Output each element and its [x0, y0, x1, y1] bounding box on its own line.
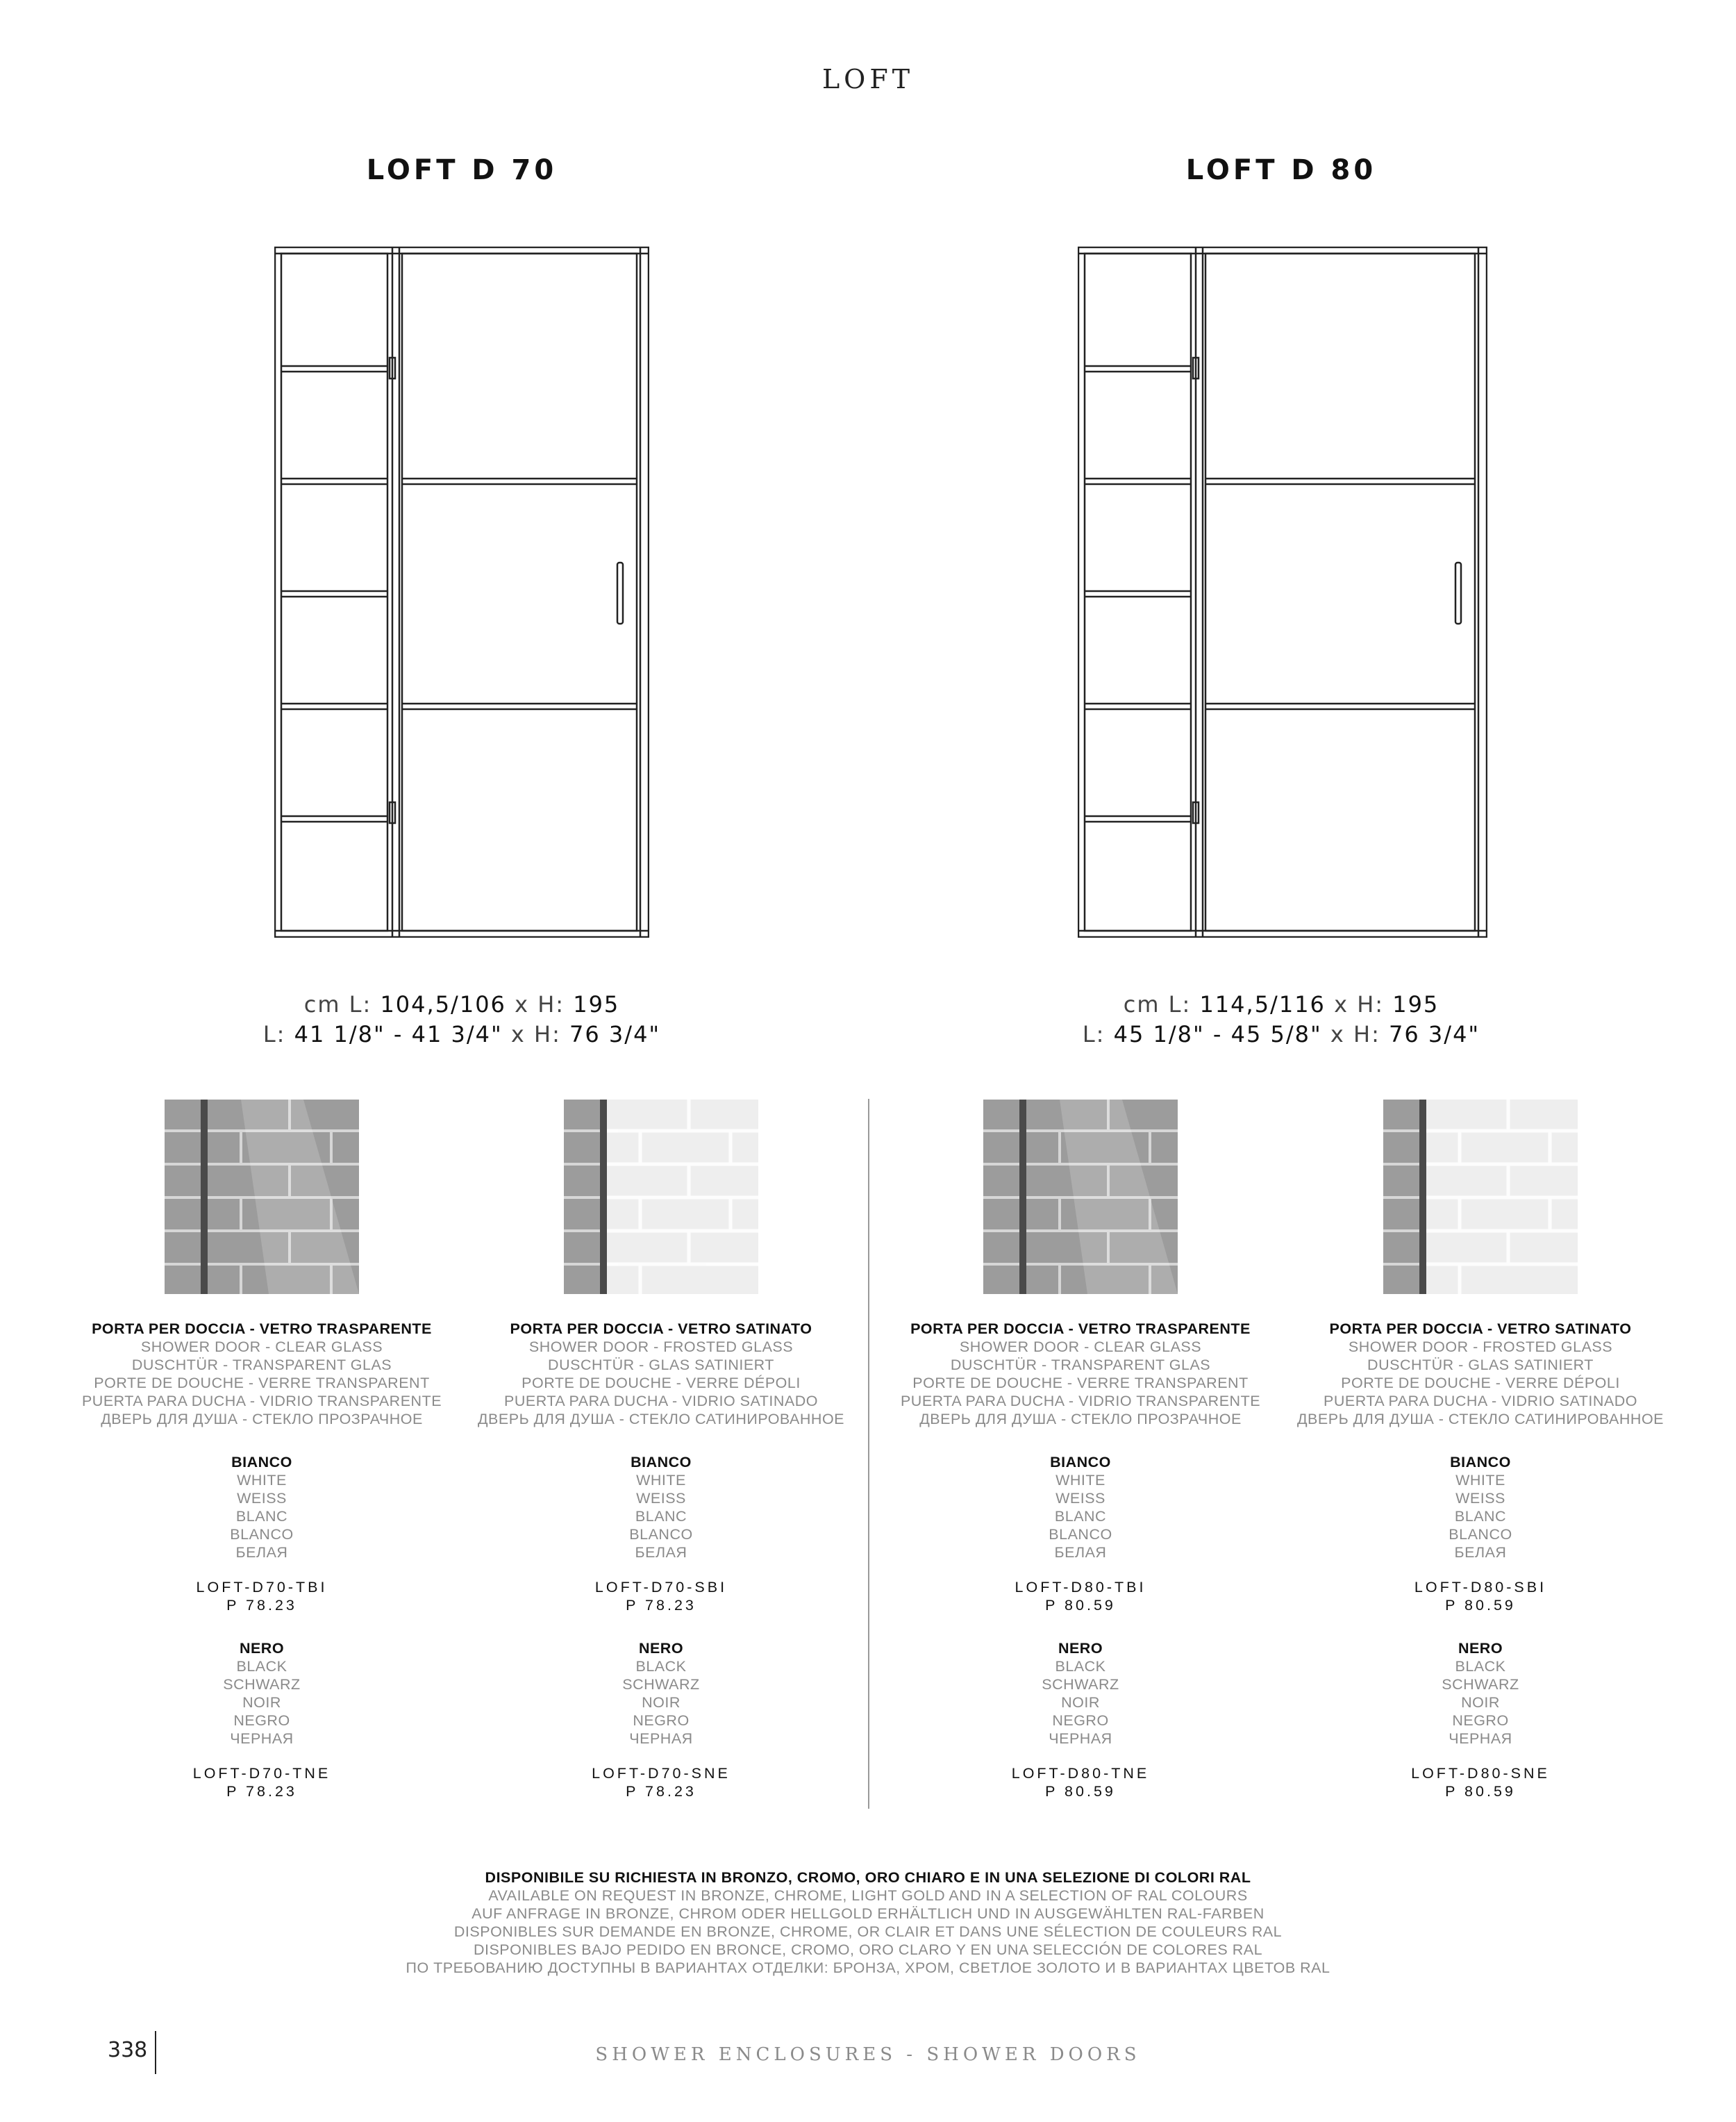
product-price: P 80.59 [1445, 1597, 1516, 1614]
variant-column-d80-clear [879, 1320, 1282, 1800]
product-code: LOFT-D80-SBI [1414, 1579, 1547, 1595]
finish-translation: BLANCO [1049, 1526, 1112, 1543]
white-finish-group [879, 1453, 1282, 1614]
white-finish-group [1279, 1453, 1682, 1614]
finish-translation: BLANCO [629, 1526, 693, 1543]
availability-note-line: DISPONIBLES BAJO PEDIDO EN BRONCE, CROMO, ORO CLARO Y EN UNA SELECCIÓN DE COLORES RAL [473, 1941, 1263, 1958]
glass-translation: PORTE DE DOUCHE - VERRE DÉPOLI [521, 1375, 801, 1391]
finish-translation: WEISS [237, 1490, 287, 1507]
finish-translation: NOIR [242, 1694, 281, 1711]
finish-translation: ЧЕРНАЯ [1049, 1730, 1112, 1747]
white-finish-group [460, 1453, 862, 1614]
finish-translation: NOIR [642, 1694, 681, 1711]
product-price: P 78.23 [226, 1597, 297, 1614]
finish-title: NERO [1058, 1640, 1103, 1657]
finish-translation: NEGRO [1452, 1712, 1509, 1729]
glass-title: PORTA PER DOCCIA - VETRO SATINATO [1329, 1320, 1632, 1337]
dimensions-d80: cm L: 114,5/116 x H: 195 L: 45 1/8" - 45 5/8" x H: 76 3/4" [1082, 991, 1480, 1047]
black-finish-group [1279, 1639, 1682, 1800]
black-finish-group [60, 1639, 463, 1800]
column-divider [868, 1099, 869, 1809]
product-price: P 78.23 [626, 1597, 696, 1614]
glass-translation: SHOWER DOOR - FROSTED GLASS [1348, 1338, 1613, 1355]
product-code: LOFT-D70-SNE [592, 1765, 731, 1782]
door-panel-frame [402, 254, 637, 931]
finish-title: BIANCO [1450, 1454, 1511, 1470]
finish-translation: NEGRO [233, 1712, 290, 1729]
finish-translation: ЧЕРНАЯ [1449, 1730, 1512, 1747]
page-header-title: LOFT [821, 64, 915, 94]
swatch-frosted-glass-d70 [564, 1100, 758, 1294]
technical-drawing-d70 [274, 247, 649, 938]
finish-translation: WEISS [636, 1490, 686, 1507]
glass-translation: DUSCHTÜR - GLAS SATINIERT [1367, 1357, 1594, 1373]
model-title-d70: LOFT D 70 [366, 154, 558, 186]
availability-note-line: AUF ANFRAGE IN BRONZE, CHROM ODER HELLGOLD ERHÄLTLICH UND IN AUSGEWÄHLTEN RAL-FARBEN [471, 1905, 1265, 1922]
glass-translation: DUSCHTÜR - TRANSPARENT GLAS [950, 1357, 1211, 1373]
fixed-panel-frame [281, 254, 387, 931]
door-handle [617, 563, 623, 624]
finish-translation: BLANCO [1449, 1526, 1512, 1543]
glass-translation: ДВЕРЬ ДЛЯ ДУША - СТЕКЛО ПРОЗРАЧНОЕ [101, 1411, 423, 1427]
finish-translation: NOIR [1061, 1694, 1100, 1711]
glass-translation: PUERTA PARA DUCHA - VIDRIO TRANSPARENTE [900, 1393, 1261, 1409]
finish-translation: SCHWARZ [1442, 1676, 1519, 1693]
glass-translation: DUSCHTÜR - TRANSPARENT GLAS [131, 1357, 392, 1373]
footer-section-title: SHOWER ENCLOSURES - SHOWER DOORS [595, 2044, 1141, 2065]
finish-translation: WEISS [1055, 1490, 1105, 1507]
glass-translation: PUERTA PARA DUCHA - VIDRIO TRANSPARENTE [81, 1393, 442, 1409]
variant-column-d70-frosted [460, 1320, 862, 1800]
glass-title: PORTA PER DOCCIA - VETRO SATINATO [510, 1320, 812, 1337]
black-finish-group [879, 1639, 1282, 1800]
glass-title: PORTA PER DOCCIA - VETRO TRASPARENTE [910, 1320, 1251, 1337]
finish-translation: WEISS [1455, 1490, 1505, 1507]
finish-title: NERO [1458, 1640, 1503, 1657]
finish-translation: BLANCO [230, 1526, 294, 1543]
swatch-clear-glass-d80 [983, 1100, 1178, 1294]
finish-translation: BLACK [1055, 1658, 1106, 1675]
finish-translation: BLACK [236, 1658, 287, 1675]
glass-translation: ДВЕРЬ ДЛЯ ДУША - СТЕКЛО САТИНИРОВАННОЕ [1296, 1411, 1664, 1427]
availability-note-line: DISPONIBLES SUR DEMANDE EN BRONZE, CHROME, OR CLAIR ET DANS UNE SÉLECTION DE COULEURS RAL [453, 1923, 1283, 1940]
door-handle [1455, 563, 1461, 624]
availability-note-line: AVAILABLE ON REQUEST IN BRONZE, CHROME, LIGHT GOLD AND IN A SELECTION OF RAL COLOURS [488, 1887, 1248, 1904]
finish-translation: SCHWARZ [223, 1676, 301, 1693]
finish-translation: SCHWARZ [1042, 1676, 1119, 1693]
white-finish-group [60, 1453, 463, 1614]
finish-translation: SCHWARZ [622, 1676, 700, 1693]
swatch-clear-glass-d70 [165, 1100, 359, 1294]
glass-translation: SHOWER DOOR - FROSTED GLASS [528, 1338, 794, 1355]
product-price: P 78.23 [226, 1783, 297, 1800]
variant-column-d80-frosted [1279, 1320, 1682, 1800]
finish-title: NERO [239, 1640, 285, 1657]
dimensions-d70: cm L: 104,5/106 x H: 195 L: 41 1/8" - 41 3/4" x H: 76 3/4" [262, 991, 661, 1047]
finish-translation: БЕЛАЯ [1454, 1544, 1507, 1561]
glass-translation: DUSCHTÜR - GLAS SATINIERT [548, 1357, 774, 1373]
outer-frame [275, 247, 649, 937]
swatch-frosted-glass-d80 [1383, 1100, 1578, 1294]
finish-translation: БЕЛАЯ [635, 1544, 687, 1561]
product-code: LOFT-D80-SNE [1411, 1765, 1550, 1782]
product-code: LOFT-D70-TNE [192, 1765, 331, 1782]
availability-note [0, 1868, 1736, 1977]
product-price: P 78.23 [626, 1783, 696, 1800]
product-price: P 80.59 [1045, 1783, 1116, 1800]
finish-title: NERO [638, 1640, 684, 1657]
product-code: LOFT-D80-TBI [1015, 1579, 1146, 1595]
glass-translation: ДВЕРЬ ДЛЯ ДУША - СТЕКЛО САТИНИРОВАННОЕ [477, 1411, 845, 1427]
finish-translation: БЕЛАЯ [235, 1544, 288, 1561]
door-panel-frame [1205, 254, 1475, 931]
variant-column-d70-clear [60, 1320, 463, 1800]
glass-translation: PUERTA PARA DUCHA - VIDRIO SATINADO [504, 1393, 818, 1409]
outer-frame [1078, 247, 1487, 937]
finish-translation: WHITE [1055, 1472, 1105, 1489]
fixed-panel-frame [1085, 254, 1191, 931]
finish-translation: BLACK [635, 1658, 687, 1675]
product-price: P 80.59 [1445, 1783, 1516, 1800]
glass-translation: SHOWER DOOR - CLEAR GLASS [140, 1338, 383, 1355]
glass-translation: PORTE DE DOUCHE - VERRE TRANSPARENT [912, 1375, 1249, 1391]
availability-note-title: DISPONIBILE SU RICHIESTA IN BRONZO, CROMO, ORO CHIARO E IN UNA SELEZIONE DI COLORI RAL [485, 1869, 1251, 1886]
finish-title: BIANCO [631, 1454, 692, 1470]
finish-translation: NOIR [1461, 1694, 1500, 1711]
finish-translation: BLACK [1455, 1658, 1506, 1675]
availability-note-line: ПО ТРЕБОВАНИЮ ДОСТУПНЫ В ВАРИАНТАХ ОТДЕЛКИ: БРОНЗА, ХРОМ, СВЕТЛОЕ ЗОЛОТО И В ВАРИАНТАХ ЦВЕТОВ RAL [406, 1959, 1330, 1976]
finish-translation: BLANC [235, 1508, 288, 1525]
finish-title: BIANCO [1050, 1454, 1111, 1470]
glass-translation: ДВЕРЬ ДЛЯ ДУША - СТЕКЛО ПРОЗРАЧНОЕ [919, 1411, 1242, 1427]
page-number: 338 [108, 2038, 148, 2062]
glass-translation: PORTE DE DOUCHE - VERRE DÉPOLI [1341, 1375, 1620, 1391]
finish-translation: БЕЛАЯ [1054, 1544, 1107, 1561]
finish-translation: WHITE [237, 1472, 287, 1489]
black-finish-group [460, 1639, 862, 1800]
finish-translation: BLANC [635, 1508, 687, 1525]
finish-translation: ЧЕРНАЯ [230, 1730, 294, 1747]
model-title-d80: LOFT D 80 [1185, 154, 1377, 186]
glass-translation: SHOWER DOOR - CLEAR GLASS [959, 1338, 1202, 1355]
glass-title: PORTA PER DOCCIA - VETRO TRASPARENTE [92, 1320, 432, 1337]
finish-translation: BLANC [1454, 1508, 1507, 1525]
finish-translation: BLANC [1054, 1508, 1107, 1525]
finish-translation: ЧЕРНАЯ [629, 1730, 693, 1747]
product-price: P 80.59 [1045, 1597, 1116, 1614]
finish-translation: NEGRO [1052, 1712, 1109, 1729]
product-code: LOFT-D70-TBI [196, 1579, 328, 1595]
finish-translation: WHITE [1455, 1472, 1505, 1489]
glass-translation: PUERTA PARA DUCHA - VIDRIO SATINADO [1324, 1393, 1637, 1409]
finish-title: BIANCO [231, 1454, 292, 1470]
finish-translation: WHITE [636, 1472, 686, 1489]
product-code: LOFT-D70-SBI [594, 1579, 728, 1595]
product-code: LOFT-D80-TNE [1011, 1765, 1150, 1782]
finish-translation: NEGRO [633, 1712, 690, 1729]
technical-drawing-d80 [1078, 247, 1487, 938]
glass-translation: PORTE DE DOUCHE - VERRE TRANSPARENT [94, 1375, 430, 1391]
